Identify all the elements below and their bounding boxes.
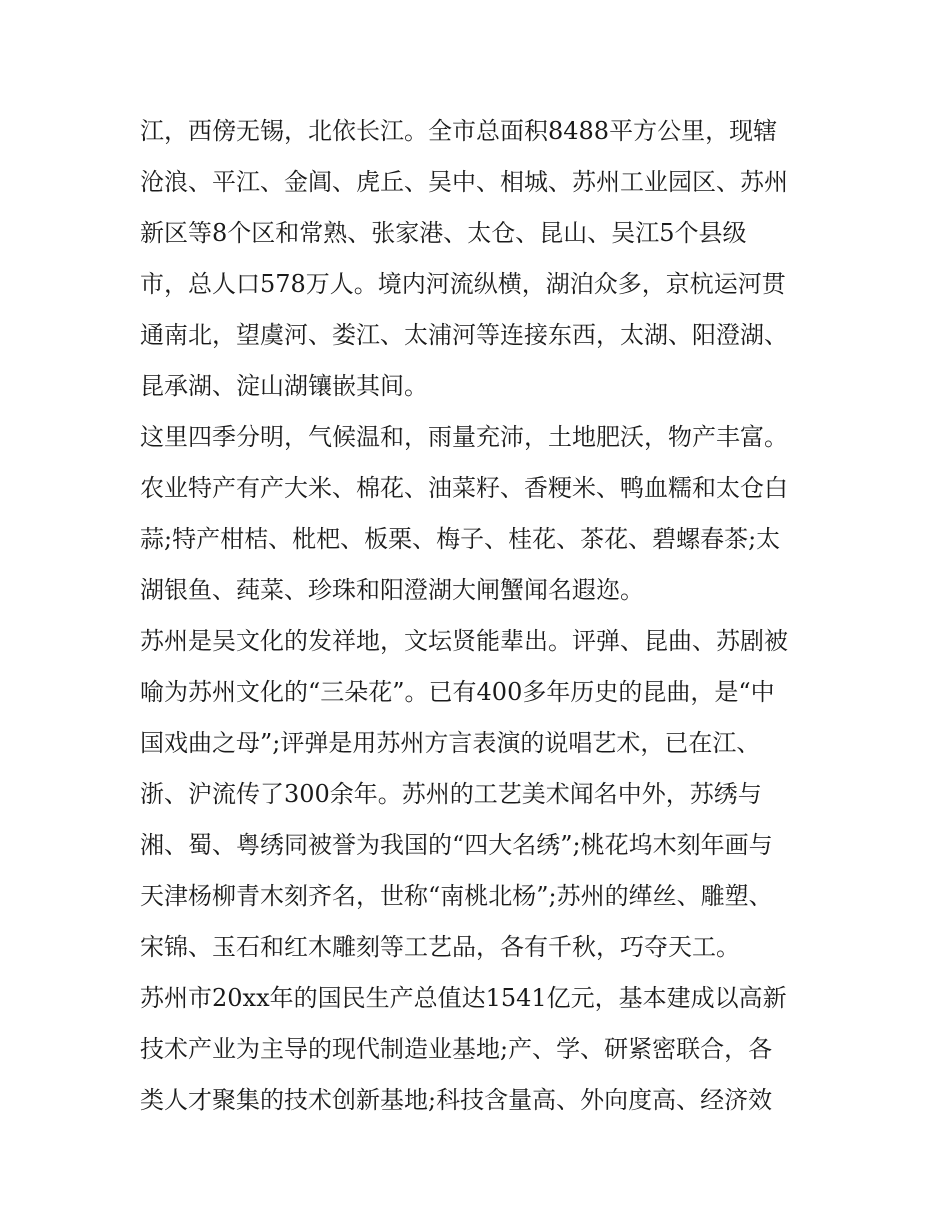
text-line: 蒜;特产柑桔、枇杷、板栗、梅子、桂花、茶花、碧螺春茶;太 <box>140 525 781 553</box>
text-line: 江，西傍无锡，北依长江。全市总面积8488平方公里，现辖 <box>140 117 778 145</box>
text-line: 苏州是吴文化的发祥地，文坛贤能辈出。评弹、昆曲、苏剧被 <box>140 627 788 655</box>
text-line: 湘、蜀、粤绣同被誉为我国的“四大名绣”;桃花坞木刻年画与 <box>140 831 773 859</box>
text-line: 技术产业为主导的现代制造业基地;产、学、研紧密联合，各 <box>140 1035 773 1063</box>
text-line: 湖银鱼、莼菜、珍珠和阳澄湖大闸蟹闻名遐迩。 <box>140 576 644 604</box>
text-line: 农业特产有产大米、棉花、油菜籽、香粳米、鸭血糯和太仓白 <box>140 474 788 502</box>
text-line: 宋锦、玉石和红木雕刻等工艺品，各有千秋，巧夺天工。 <box>140 933 740 961</box>
text-line: 这里四季分明，气候温和，雨量充沛，土地肥沃，物产丰富。 <box>140 423 788 451</box>
text-line: 浙、沪流传了300余年。苏州的工艺美术闻名中外，苏绣与 <box>140 780 762 808</box>
text-line: 天津杨柳青木刻齐名，世称“南桃北杨”;苏州的缂丝、雕塑、 <box>140 882 773 910</box>
text-line: 新区等8个区和常熟、张家港、太仓、昆山、吴江5个县级 <box>140 219 747 247</box>
text-line: 昆承湖、淀山湖镶嵌其间。 <box>140 372 428 400</box>
text-line: 国戏曲之母”;评弹是用苏州方言表演的说唱艺术，已在江、 <box>140 729 761 757</box>
text-line: 市，总人口578万人。境内河流纵横，湖泊众多，京杭运河贯 <box>140 270 786 298</box>
document-body <box>140 106 820 1126</box>
text-line: 类人才聚集的技术创新基地;科技含量高、外向度高、经济效 <box>140 1086 773 1114</box>
text-line: 喻为苏州文化的“三朵花”。已有400多年历史的昆曲，是“中 <box>140 678 775 706</box>
text-line: 通南北，望虞河、娄江、太浦河等连接东西，太湖、阳澄湖、 <box>140 321 788 349</box>
text-line: 苏州市20xx年的国民生产总值达1541亿元，基本建成以高新 <box>140 984 787 1012</box>
text-line: 沧浪、平江、金阊、虎丘、吴中、相城、苏州工业园区、苏州 <box>140 168 788 196</box>
